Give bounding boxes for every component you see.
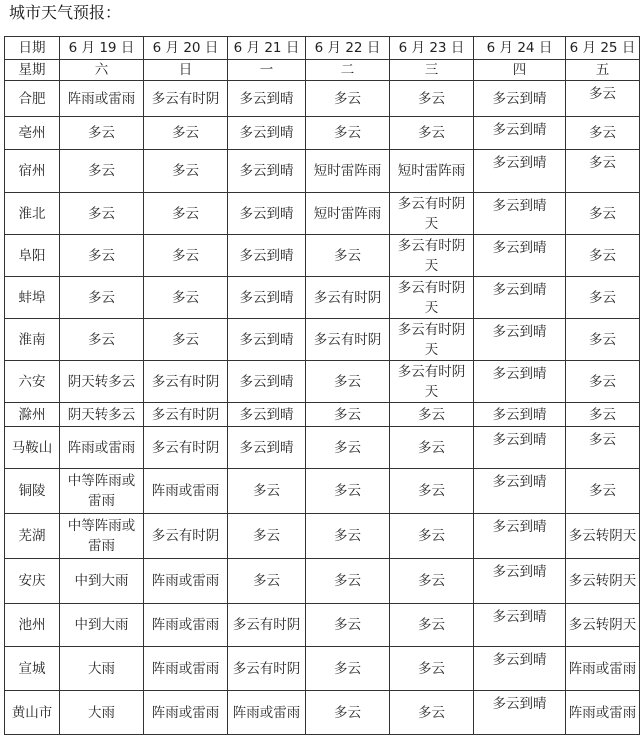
- city-name-cell: 黄山市: [5, 691, 60, 735]
- weekday-cell: 六: [60, 60, 144, 81]
- forecast-cell: 多云: [306, 235, 390, 277]
- forecast-cell: 多云到晴: [474, 193, 566, 235]
- forecast-cell: 多云: [306, 691, 390, 735]
- forecast-cell: 多云到晴: [474, 604, 566, 647]
- forecast-cell: 中等阵雨或雷雨: [60, 514, 144, 559]
- forecast-cell: 多云转阴天: [566, 514, 640, 559]
- forecast-cell: 多云有时阴: [144, 361, 228, 403]
- city-name-cell: 安庆: [5, 559, 60, 604]
- city-name-cell: 阜阳: [5, 235, 60, 277]
- city-row: [5, 604, 640, 647]
- forecast-cell: 多云有时阴: [228, 604, 306, 647]
- city-row: [5, 81, 640, 117]
- city-row: [5, 193, 640, 235]
- forecast-cell: 多云: [566, 235, 640, 277]
- forecast-cell: 中到大雨: [60, 604, 144, 647]
- forecast-cell: 多云: [306, 469, 390, 514]
- forecast-cell: 多云有时阴天: [390, 277, 474, 319]
- page-title: 城市天气预报：: [9, 3, 122, 22]
- forecast-cell: 多云: [566, 361, 640, 403]
- forecast-cell: 阵雨或雷雨: [228, 691, 306, 735]
- forecast-cell: 多云有时阴: [144, 514, 228, 559]
- forecast-cell: 多云有时阴: [228, 647, 306, 691]
- date-cell: 6 月 20 日: [144, 37, 228, 60]
- forecast-cell: 多云到晴: [228, 319, 306, 361]
- forecast-cell: 多云转阴天: [566, 604, 640, 647]
- weekday-row: [5, 60, 640, 81]
- forecast-cell: 多云: [144, 277, 228, 319]
- forecast-cell: 短时雷阵雨: [306, 150, 390, 193]
- city-row: [5, 514, 640, 559]
- city-name-cell: 马鞍山: [5, 427, 60, 469]
- forecast-cell: 阵雨或雷雨: [566, 647, 640, 691]
- city-row: [5, 403, 640, 427]
- forecast-cell: 多云: [566, 403, 640, 427]
- forecast-cell: 多云: [228, 469, 306, 514]
- forecast-cell: 多云有时阴: [306, 277, 390, 319]
- city-row: [5, 559, 640, 604]
- date-cell: 6 月 19 日: [60, 37, 144, 60]
- weekday-cell: 三: [390, 60, 474, 81]
- forecast-cell: 多云: [566, 277, 640, 319]
- forecast-table: [4, 36, 640, 735]
- forecast-cell: 多云: [306, 559, 390, 604]
- forecast-cell: 多云到晴: [228, 117, 306, 150]
- forecast-cell: 多云: [144, 193, 228, 235]
- forecast-cell: 多云转阴天: [566, 559, 640, 604]
- forecast-cell: 阵雨或雷雨: [144, 469, 228, 514]
- city-name-cell: 淮南: [5, 319, 60, 361]
- forecast-cell: 多云到晴: [474, 647, 566, 691]
- forecast-cell: 多云到晴: [228, 403, 306, 427]
- forecast-cell: 阴天转多云: [60, 403, 144, 427]
- date-cell: 6 月 21 日: [228, 37, 306, 60]
- forecast-cell: 多云到晴: [474, 427, 566, 469]
- forecast-cell: 多云到晴: [474, 235, 566, 277]
- forecast-cell: 多云: [60, 193, 144, 235]
- city-name-cell: 六安: [5, 361, 60, 403]
- forecast-cell: 阵雨或雷雨: [144, 691, 228, 735]
- forecast-cell: 多云到晴: [228, 81, 306, 117]
- forecast-cell: 多云: [306, 427, 390, 469]
- forecast-cell: 多云到晴: [228, 277, 306, 319]
- forecast-cell: 多云: [390, 559, 474, 604]
- forecast-cell: 阵雨或雷雨: [144, 647, 228, 691]
- city-name-cell: 铜陵: [5, 469, 60, 514]
- forecast-cell: 多云到晴: [474, 559, 566, 604]
- city-row: [5, 277, 640, 319]
- forecast-cell: 多云: [566, 150, 640, 193]
- forecast-cell: 中到大雨: [60, 559, 144, 604]
- forecast-cell: 多云: [390, 514, 474, 559]
- forecast-cell: 多云: [390, 403, 474, 427]
- forecast-cell: 多云到晴: [474, 319, 566, 361]
- forecast-cell: 多云: [390, 427, 474, 469]
- city-name-cell: 芜湖: [5, 514, 60, 559]
- weekday-cell: 五: [566, 60, 640, 81]
- forecast-cell: 阵雨或雷雨: [60, 81, 144, 117]
- city-row: [5, 235, 640, 277]
- forecast-cell: 多云: [566, 193, 640, 235]
- city-row: [5, 469, 640, 514]
- city-name-cell: 亳州: [5, 117, 60, 150]
- forecast-cell: 多云: [390, 81, 474, 117]
- forecast-cell: 多云: [60, 319, 144, 361]
- date-label-cell: 日期: [5, 37, 60, 60]
- forecast-cell: 多云: [390, 469, 474, 514]
- city-name-cell: 宣城: [5, 647, 60, 691]
- forecast-cell: 多云: [306, 117, 390, 150]
- forecast-cell: 多云到晴: [228, 193, 306, 235]
- forecast-cell: 多云到晴: [474, 117, 566, 150]
- forecast-cell: 多云有时阴天: [390, 235, 474, 277]
- forecast-cell: 多云: [306, 604, 390, 647]
- forecast-cell: 阴天转多云: [60, 361, 144, 403]
- forecast-cell: 多云: [566, 117, 640, 150]
- forecast-cell: 多云: [60, 117, 144, 150]
- forecast-cell: 多云到晴: [474, 469, 566, 514]
- weekday-label-cell: 星期: [5, 60, 60, 81]
- forecast-cell: 阵雨或雷雨: [60, 427, 144, 469]
- forecast-cell: 多云: [144, 150, 228, 193]
- forecast-cell: 多云到晴: [474, 277, 566, 319]
- date-cell: 6 月 23 日: [390, 37, 474, 60]
- weekday-cell: 一: [228, 60, 306, 81]
- forecast-cell: 多云到晴: [228, 235, 306, 277]
- date-header-row: [5, 37, 640, 60]
- forecast-cell: 多云: [144, 117, 228, 150]
- forecast-cell: 多云到晴: [474, 81, 566, 117]
- forecast-cell: 多云有时阴: [306, 319, 390, 361]
- forecast-cell: 多云有时阴: [144, 81, 228, 117]
- forecast-cell: 多云: [390, 604, 474, 647]
- city-row: [5, 361, 640, 403]
- forecast-cell: 多云到晴: [474, 150, 566, 193]
- city-row: [5, 117, 640, 150]
- forecast-cell: 多云: [228, 559, 306, 604]
- forecast-cell: 多云: [390, 117, 474, 150]
- forecast-cell: 多云有时阴: [144, 403, 228, 427]
- forecast-cell: 阵雨或雷雨: [566, 691, 640, 735]
- forecast-cell: 多云: [306, 647, 390, 691]
- city-name-cell: 蚌埠: [5, 277, 60, 319]
- forecast-cell: 阵雨或雷雨: [144, 559, 228, 604]
- city-name-cell: 宿州: [5, 150, 60, 193]
- forecast-cell: 多云到晴: [228, 361, 306, 403]
- forecast-cell: 阵雨或雷雨: [144, 604, 228, 647]
- weekday-cell: 二: [306, 60, 390, 81]
- forecast-cell: 大雨: [60, 691, 144, 735]
- forecast-cell: 中等阵雨或雷雨: [60, 469, 144, 514]
- forecast-cell: 多云: [60, 235, 144, 277]
- forecast-cell: 多云有时阴天: [390, 361, 474, 403]
- forecast-cell: 多云到晴: [228, 150, 306, 193]
- forecast-cell: 多云到晴: [474, 403, 566, 427]
- forecast-cell: 短时雷阵雨: [390, 150, 474, 193]
- forecast-cell: 多云: [390, 647, 474, 691]
- forecast-cell: 多云: [306, 403, 390, 427]
- forecast-cell: 多云: [144, 319, 228, 361]
- forecast-cell: 多云: [60, 150, 144, 193]
- date-cell: 6 月 22 日: [306, 37, 390, 60]
- date-cell: 6 月 25 日: [566, 37, 640, 60]
- forecast-cell: 多云: [60, 277, 144, 319]
- forecast-cell: 多云: [566, 427, 640, 469]
- forecast-cell: 短时雷阵雨: [306, 193, 390, 235]
- forecast-cell: 多云到晴: [474, 361, 566, 403]
- city-name-cell: 淮北: [5, 193, 60, 235]
- city-row: [5, 647, 640, 691]
- forecast-cell: 多云: [306, 81, 390, 117]
- forecast-cell: 多云: [566, 81, 640, 117]
- weekday-cell: 四: [474, 60, 566, 81]
- city-name-cell: 合肥: [5, 81, 60, 117]
- date-cell: 6 月 24 日: [474, 37, 566, 60]
- forecast-cell: 多云到晴: [474, 691, 566, 735]
- forecast-cell: 多云到晴: [228, 427, 306, 469]
- city-name-cell: 滁州: [5, 403, 60, 427]
- forecast-cell: 多云: [566, 319, 640, 361]
- forecast-cell: 多云: [306, 361, 390, 403]
- city-row: [5, 150, 640, 193]
- forecast-cell: 多云有时阴天: [390, 193, 474, 235]
- forecast-cell: 多云到晴: [474, 514, 566, 559]
- city-name-cell: 池州: [5, 604, 60, 647]
- forecast-cell: 多云: [228, 514, 306, 559]
- weekday-cell: 日: [144, 60, 228, 81]
- forecast-cell: 多云: [306, 514, 390, 559]
- city-row: [5, 427, 640, 469]
- forecast-cell: 多云: [390, 691, 474, 735]
- forecast-cell: 多云: [144, 235, 228, 277]
- forecast-cell: 多云有时阴天: [390, 319, 474, 361]
- forecast-cell: 大雨: [60, 647, 144, 691]
- forecast-cell: 多云有时阴: [144, 427, 228, 469]
- city-row: [5, 319, 640, 361]
- city-row: [5, 691, 640, 735]
- forecast-cell: 多云: [566, 469, 640, 514]
